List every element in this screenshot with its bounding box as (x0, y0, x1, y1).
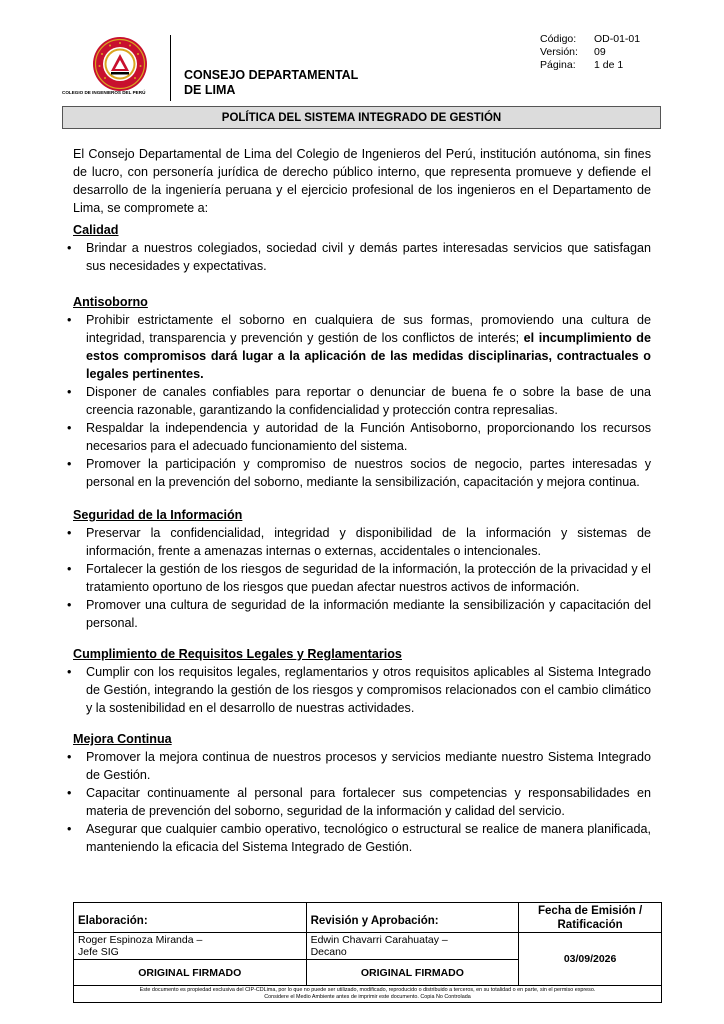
document-metadata (540, 33, 640, 72)
list-item: • Promover la mejora continua de nuestros procesos y servicios mediante nuestro Sistema Integrado de Gestión. (73, 748, 651, 784)
org-name-line2: DE LIMA (184, 83, 236, 97)
elaboracion-header: Elaboración: (74, 903, 307, 933)
header-divider (170, 35, 171, 101)
fecha-value: 03/09/2026 (519, 933, 662, 986)
section-title-seguridad: Seguridad de la Información (73, 508, 243, 522)
seguridad-list (73, 524, 651, 632)
section-title-calidad: Calidad (73, 223, 119, 237)
list-item: • Cumplir con los requisitos legales, reglamentarios y otros requisitos aplicables al Sistema Integrado de Gestión, integrando la gestión de los riesgos y compromisos relacionados con el cambio climático y la sostenibilidad en el desarrollo de nuestras actividades. (73, 663, 651, 717)
list-item: • Brindar a nuestros colegiados, sociedad civil y demás partes interesadas servicios que satisfagan sus necesidades y expectativas. (73, 239, 651, 275)
mejora-list (73, 748, 651, 856)
list-item: • Asegurar que cualquier cambio operativo, tecnológico o estructural se realice de manera planificada, manteniendo la eficacia del Sistema Integrado de Gestión. (73, 820, 651, 856)
org-name-line1: CONSEJO DEPARTAMENTAL (184, 68, 359, 82)
meta-version: Versión: 09 (540, 46, 606, 58)
revisor-name: Edwin Chavarri Carahuatay – Decano (306, 933, 519, 960)
list-item: • Fortalecer la gestión de los riesgos de seguridad de la información, la protección de la privacidad y el tratamiento oportuno de los riesgos que puedan afectar nuestros activos de información. (73, 560, 651, 596)
revision-header: Revisión y Aprobación: (306, 903, 519, 933)
list-item: • Preservar la confidencialidad, integridad y disponibilidad de la información y sistemas de información, frente a amenazas internas o externas, accidentales o intencionales. (73, 524, 651, 560)
approval-table (73, 902, 662, 1003)
list-item: • Prohibir estrictamente el soborno en cualquiera de sus formas, promoviendo una cultura de integridad, transparencia y prevención y gestión de los conflictos de interés; el incumplimiento de estos compromisos dará lugar a la aplicación de las medidas disciplinarias, contractuales o legales pertinentes. (73, 311, 651, 383)
document-body (73, 145, 651, 856)
meta-page: Página: 1 de 1 (540, 59, 624, 71)
disclaimer: Este documento es propiedad exclusiva del CIP-CDLima, por lo que no puede ser utilizado, modificado, reproducido o distribuido a terceros, en su totalidad o en parte, sin el permiso expreso. Considere el Medio Ambiente antes de imprimir este documento. Copia No Controlada (74, 986, 662, 1003)
elaborador-name: Roger Espinoza Miranda – Jefe SIG (74, 933, 307, 960)
list-item: • Respaldar la independencia y autoridad de la Función Antisoborno, proporcionando los recursos necesarios para el adecuado funcionamiento del sistema. (73, 419, 651, 455)
fecha-header: Fecha de Emisión / Ratificación (519, 903, 662, 933)
section-title-antisoborno: Antisoborno (73, 295, 148, 309)
list-item: • Promover la participación y compromiso de nuestros socios de negocio, partes interesadas y personal en la prevención del soborno, mediante la sensibilización, capacitación y mejora continua. (73, 455, 651, 491)
list-item: • Promover una cultura de seguridad de la información mediante la sensibilización y capacitación del personal. (73, 596, 651, 632)
antisoborno-list (73, 311, 651, 491)
list-item: • Disponer de canales confiables para reportar o denunciar de buena fe o sobre la base de una creencia razonable, garantizando la confidencialidad y protección contra represalias. (73, 383, 651, 419)
list-item: • Capacitar continuamente al personal para fortalecer sus competencias y responsabilidades en materia de prevención del soborno, seguridad de la información y calidad del servicio. (73, 784, 651, 820)
section-title-cumplimiento: Cumplimiento de Requisitos Legales y Reglamentarios (73, 647, 402, 661)
cumplimiento-list (73, 663, 651, 717)
logo-caption: COLEGIO DE INGENIEROS DEL PERÚ (62, 90, 146, 95)
intro-paragraph: El Consejo Departamental de Lima del Colegio de Ingenieros del Perú, institución autónoma, sin fines de lucro, con personería jurídica de derecho público interno, que representa promueve y defiende el desarrollo de la ingeniería peruana y el ejercicio profesional de los ingenieros en el Departamento de Lima, se compromete a: (73, 147, 651, 215)
calidad-list (73, 239, 651, 275)
section-title-mejora: Mejora Continua (73, 732, 172, 746)
firma-revision: ORIGINAL FIRMADO (306, 960, 519, 986)
firma-elaboracion: ORIGINAL FIRMADO (74, 960, 307, 986)
document-title: POLÍTICA DEL SISTEMA INTEGRADO DE GESTIÓN (62, 106, 661, 129)
meta-code: Código: OD-01-01 (540, 33, 641, 45)
org-name (184, 68, 394, 98)
